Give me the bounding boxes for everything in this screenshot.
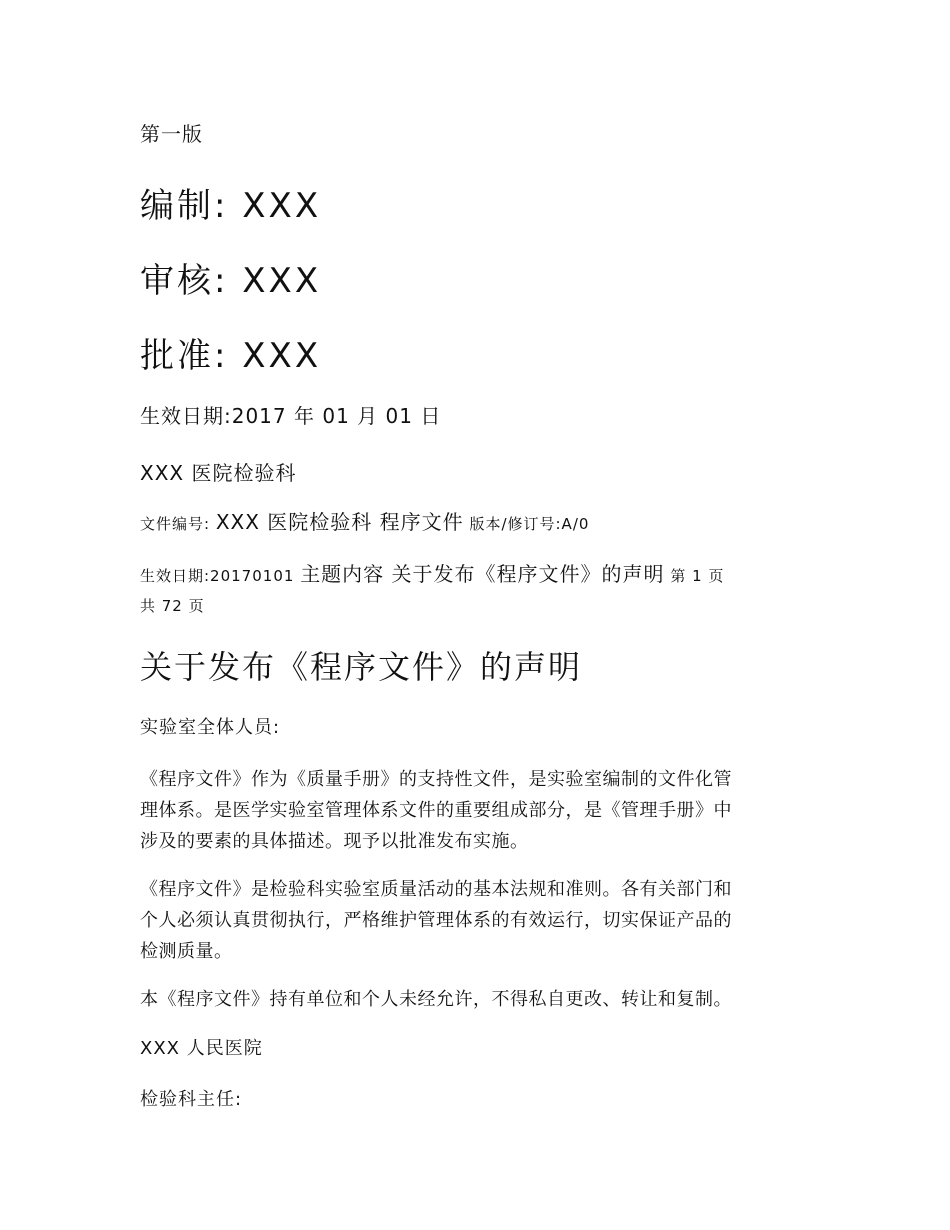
header-effective-date: 生效日期:20170101 [140, 567, 295, 585]
doc-number-value: XXX 医院检验科 程序文件 [215, 510, 464, 534]
signature-organization: XXX 人民医院 [140, 1038, 263, 1059]
signature-role: 检验科主任: [140, 1089, 243, 1110]
reviewed-by: 审核: XXX [140, 261, 322, 301]
page-number: 第 1 页 [670, 567, 725, 585]
paragraph-2 [140, 874, 820, 967]
paragraph-1 [140, 764, 820, 857]
page-total: 共 72 页 [140, 597, 205, 615]
paragraph-line: 涉及的要素的具体描述。现予以批准发布实施。 [140, 831, 529, 852]
compiled-by: 编制: XXX [140, 186, 322, 226]
subject-value: 主题内容 关于发布《程序文件》的声明 [300, 562, 665, 586]
department-name: XXX 医院检验科 [140, 461, 297, 485]
document-header-row [140, 510, 589, 534]
paragraph-line: 检测质量。 [140, 941, 233, 962]
approved-by: 批准: XXX [140, 336, 322, 376]
paragraph-line: 《程序文件》是检验科实验室质量活动的基本法规和准则。各有关部门和 [140, 879, 732, 900]
document-subject-row [140, 562, 724, 586]
doc-number-label: 文件编号: [140, 515, 211, 533]
statement-title: 关于发布《程序文件》的声明 [140, 648, 583, 686]
paragraph-3 [140, 984, 820, 1015]
effective-date: 生效日期:2017 年 01 月 01 日 [140, 404, 442, 428]
paragraph-line: 《程序文件》作为《质量手册》的支持性文件，是实验室编制的文件化管 [140, 769, 732, 790]
version-label: 版本/修订号:A/0 [469, 515, 590, 533]
paragraph-line: 本《程序文件》持有单位和个人未经允许，不得私自更改、转让和复制。 [140, 989, 732, 1010]
salutation: 实验室全体人员: [140, 717, 281, 738]
paragraph-line: 理体系。是医学实验室管理体系文件的重要组成部分，是《管理手册》中 [140, 800, 732, 821]
paragraph-line: 个人必须认真贯彻执行，严格维护管理体系的有效运行，切实保证产品的 [140, 910, 732, 931]
edition-label: 第一版 [140, 122, 203, 146]
document-page [140, 0, 820, 1230]
